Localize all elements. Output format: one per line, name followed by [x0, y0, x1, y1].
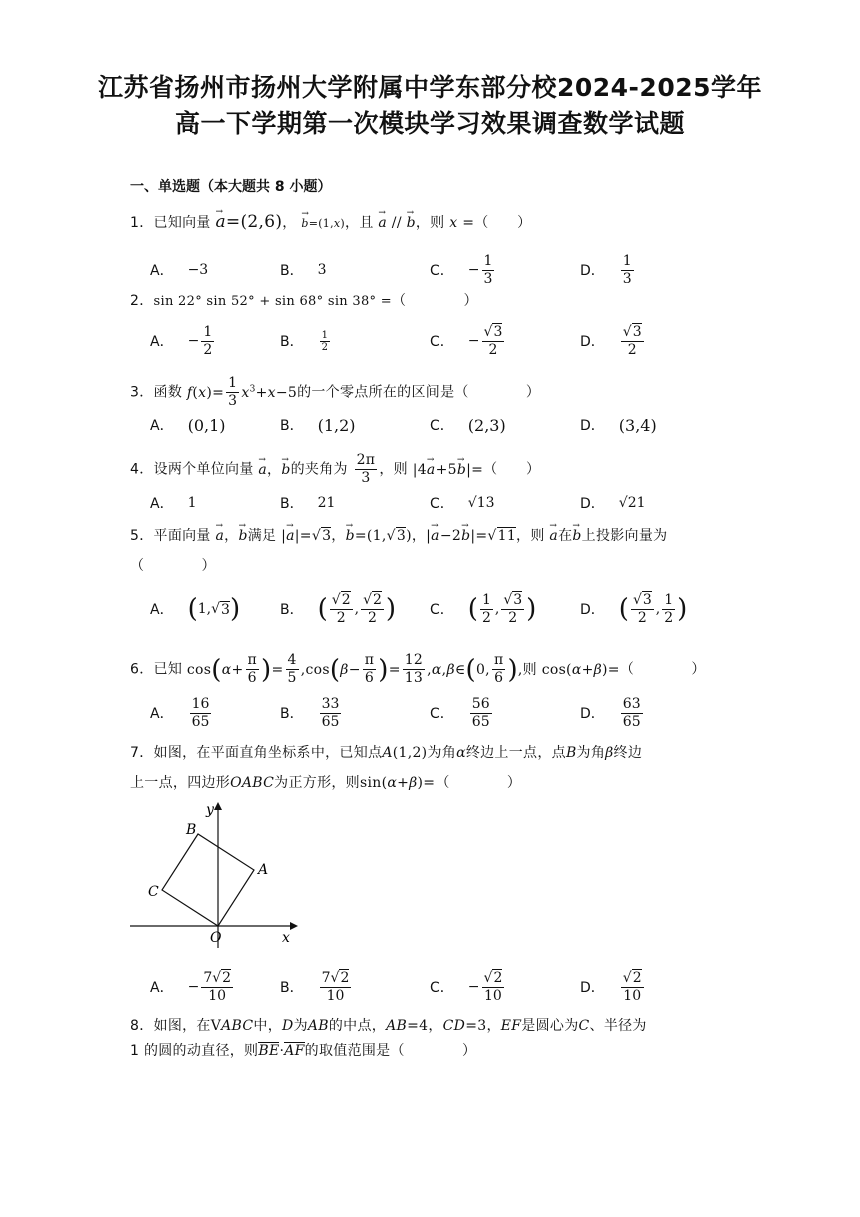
option-c[interactable]: C． √13	[430, 495, 495, 512]
question-5: 5．平面向量 → a，→ b满足 |→ a|=√3，→ b=(1,√3)，|→ a−2→ b|=√11，则 → a在→ b上投影向量为	[130, 526, 667, 546]
option-a[interactable]: A． − $\frac{1}{2}$	[150, 323, 213, 358]
option-c[interactable]: C． ( $\frac{1}{2}$ , $\frac{√3}{2}$ )	[430, 591, 537, 626]
label-x: x	[282, 930, 290, 946]
option-b[interactable]: B． $\frac{7√2}{10}$	[280, 969, 350, 1004]
question-2-options	[150, 318, 750, 364]
option-b[interactable]: B． $\frac{1}{2}$	[280, 329, 328, 353]
question-1-options	[150, 247, 750, 293]
option-b[interactable]: B． (1,2)	[280, 415, 356, 435]
y-axis-arrow-icon	[214, 802, 222, 810]
question-7-options	[150, 964, 750, 1010]
option-c[interactable]: C． (2,3)	[430, 415, 506, 435]
option-d[interactable]: D． $\frac{63}{65}$	[580, 695, 641, 730]
question-7-line2: 上一点，四边形OABC为正方形，则sin(α+β)=（ ）	[130, 775, 522, 791]
option-d[interactable]: D． $\frac{√3}{2}$	[580, 323, 642, 358]
option-a[interactable]: A． ( 1,√ 3 )	[150, 594, 241, 624]
label-b: B	[186, 822, 197, 838]
option-a[interactable]: A． 1	[150, 495, 197, 512]
question-6-options	[150, 690, 750, 736]
label-o: O	[210, 930, 222, 946]
question-8-line2: 1 的圆的动直径，则BE·AF的取值范围是（ ）	[130, 1043, 477, 1059]
option-c[interactable]: C． − $\frac{√2}{10}$	[430, 969, 503, 1004]
option-c[interactable]: C． $\frac{56}{65}$	[430, 695, 490, 730]
option-a[interactable]: A． $\frac{16}{65}$	[150, 695, 210, 730]
option-b[interactable]: B． $\frac{33}{65}$	[280, 695, 340, 730]
option-d[interactable]: D． $\frac{1}{3}$	[580, 252, 632, 287]
option-b[interactable]: B． 3	[280, 262, 327, 279]
question-2: 2．sin 22° sin 52° + sin 68° sin 38° =（ ）	[130, 293, 478, 309]
option-a[interactable]: A． − $\frac{7√2}{10}$	[150, 969, 232, 1004]
option-a[interactable]: A． (0,1)	[150, 415, 226, 435]
option-b[interactable]: B． 21	[280, 495, 336, 512]
label-a: A	[258, 862, 269, 878]
question-5-options	[150, 586, 750, 632]
document-title-line2: 高一下学期第一次模块学习效果调查数学试题	[174, 109, 685, 138]
option-d[interactable]: D． $\frac{√2}{10}$	[580, 969, 642, 1004]
option-b[interactable]: B． ( $\frac{√2}{2}$ , $\frac{√2}{2}$ )	[280, 591, 397, 626]
option-a[interactable]: A． −3	[150, 262, 209, 279]
question-3: 3．函数 f(x)= $\frac{1}{3}$ $x^3+x-5$的一个零点所在的区间是（ ）	[130, 375, 541, 409]
question-3-options	[150, 402, 750, 448]
question-7-line1: 7．如图，在平面直角坐标系中，已知点A(1,2)为角α终边上一点，点B为角β终边	[130, 745, 643, 761]
question-5-paren: （ ）	[130, 558, 216, 574]
question-8-line1: 8．如图，在VABC中，D为AB的中点，AB=4，CD=3，EF是圆心为C、半径为	[130, 1018, 647, 1034]
option-d[interactable]: D． (3,4)	[580, 415, 657, 435]
section-heading: 一、单选题（本大题共 8 小题）	[130, 179, 332, 195]
square-coordinate-figure	[130, 800, 300, 950]
question-6: 6．已知 cos(α+ $\frac{\pi}{6}$ )= $\frac{4}{5}$ ,cos(β− $\frac{\pi}{6}$ )= $\frac{12}{13}$ ,α,β∈(0, $\frac{\pi}{6}$ ),则 cos(α+β)=（ ）	[130, 652, 706, 686]
option-d[interactable]: D． √21	[580, 495, 646, 512]
x-axis-arrow-icon	[290, 922, 298, 930]
question-4: 4．设两个单位向量 → a，→ b的夹角为 $\frac{2\pi}{3}$ ，则 |4→ a+5→ b|=（ ）	[130, 452, 540, 487]
option-c[interactable]: C． − $\frac{1}{3}$	[430, 252, 493, 287]
option-c[interactable]: C． − $\frac{√3}{2}$	[430, 323, 503, 358]
option-d[interactable]: D． ( $\frac{√3}{2}$ , $\frac{1}{2}$ )	[580, 591, 688, 626]
question-1: 1．已知向量 → a=(2,6)， → b=(1,x)，且 → a // → b，则 x =（ ）	[130, 212, 531, 234]
label-y: y	[206, 802, 214, 818]
document-title-line1: 江苏省扬州市扬州大学附属中学东部分校2024-2025学年	[97, 73, 763, 102]
square-oabc	[162, 834, 254, 926]
label-c: C	[148, 884, 159, 900]
